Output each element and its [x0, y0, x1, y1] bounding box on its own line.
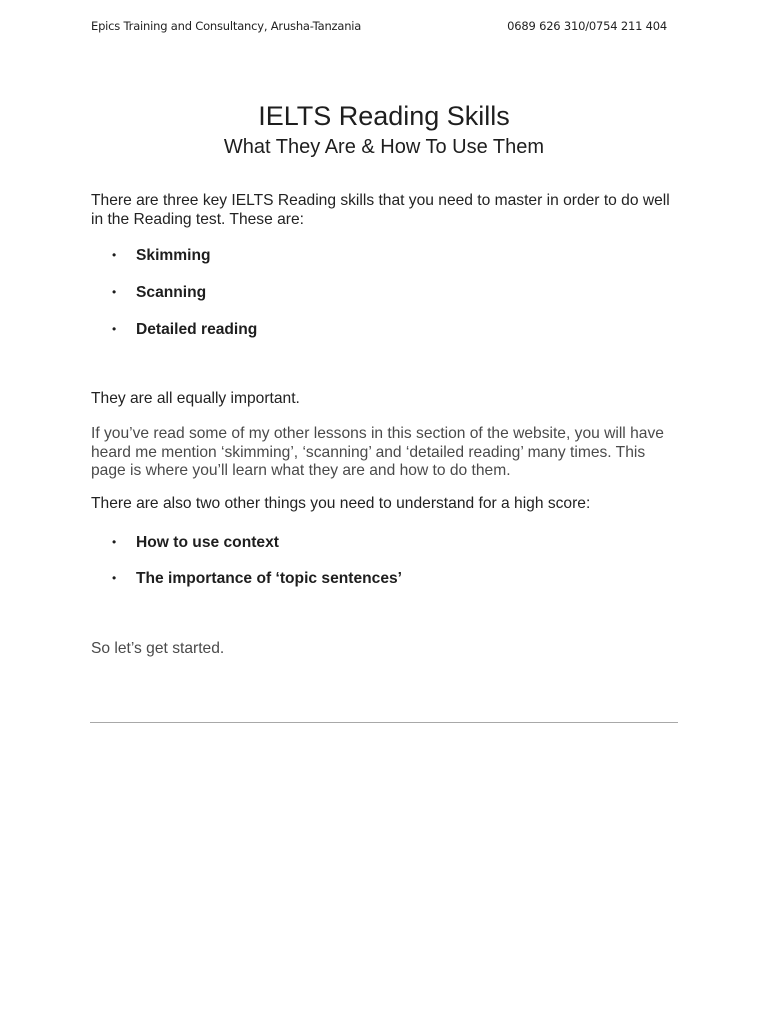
closing-text: So let’s get started.: [91, 640, 225, 657]
extra-context: How to use context: [136, 534, 279, 551]
list-item: [112, 283, 206, 302]
horizontal-divider: [90, 722, 678, 723]
list-item: [112, 569, 402, 588]
skill-skimming: Skimming: [136, 247, 211, 264]
lessons-line-1: If you’ve read some of my other lessons in this section of the website, you will have: [91, 425, 664, 442]
lessons-line-2: heard me mention ‘skimming’, ‘scanning’ and ‘detailed reading’ many times. This: [91, 443, 646, 461]
intro-paragraph: [91, 192, 691, 229]
lessons-line-3: page is where you’ll learn what they are and how to do them.: [91, 462, 511, 479]
bullet-icon: •: [112, 285, 117, 299]
company-name: Epics Training and Consultancy, Arusha-Tanzania: [91, 19, 362, 33]
bullet-icon: •: [112, 322, 117, 336]
page-title: IELTS Reading Skills: [258, 101, 510, 131]
page-subtitle: What They Are & How To Use Them: [223, 136, 545, 158]
skill-scanning: Scanning: [136, 284, 207, 301]
list-item: [112, 246, 211, 265]
other-things-text: There are also two other things you need to understand for a high score:: [91, 495, 591, 512]
intro-line-2: in the Reading test. These are:: [91, 210, 304, 228]
skill-detailed-reading: Detailed reading: [136, 321, 258, 338]
list-item: [112, 320, 257, 339]
list-item: [112, 533, 279, 552]
extra-topic-sentences: The importance of ‘topic sentences’: [136, 570, 403, 587]
bullet-icon: •: [112, 248, 117, 262]
lessons-paragraph: [91, 425, 691, 481]
bullet-icon: •: [112, 535, 117, 549]
intro-line-1: There are three key IELTS Reading skills that you need to master in order to do well: [91, 192, 670, 209]
equally-important-text: They are all equally important.: [91, 390, 300, 407]
bullet-icon: •: [112, 571, 117, 585]
phone-numbers: 0689 626 310/0754 211 404: [507, 19, 667, 33]
